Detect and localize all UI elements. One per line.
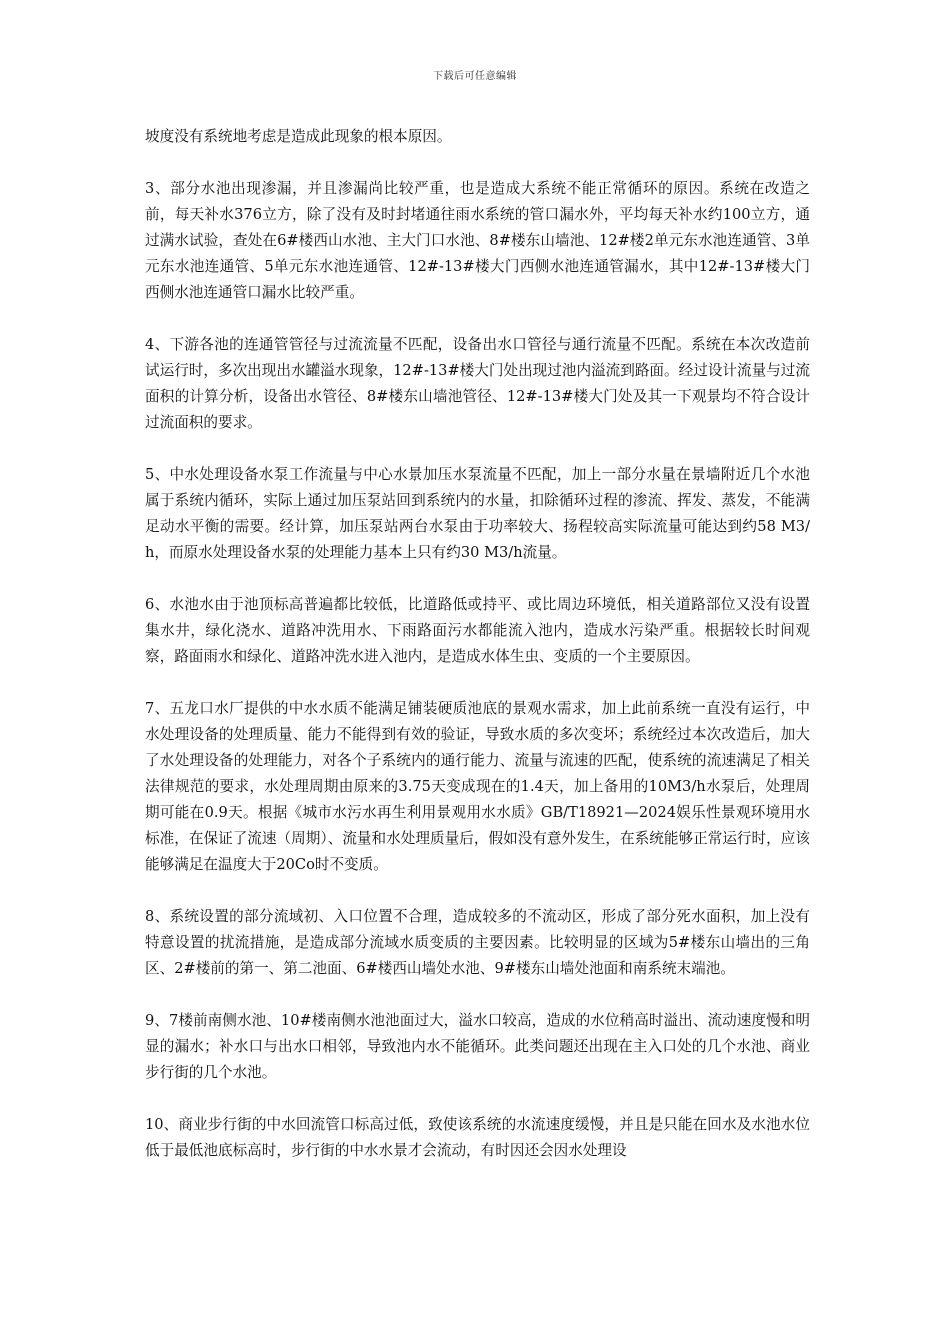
paragraph-item-5: 5、中水处理设备水泵工作流量与中心水景加压水泵流量不匹配，加上一部分水量在景墙附近几个水池属于系统内循环，实际上通过加压泵站回到系统内的水量，扣除循环过程的渗流、挥发、蒸发，不能满足动水平衡的需要。经计算，加压泵站两台水泵由于功率较大、扬程较高实际流量可能达到约58 M3/h，而原水处理设备水泵的处理能力基本上只有约30 M3/h流量。 [145, 466, 810, 561]
document-body [145, 124, 810, 1190]
paragraph-item-9: 9、7楼前南侧水池、10#楼南侧水池池面过大，溢水口较高，造成的水位稍高时溢出、流动速度慢和明显的漏水；补水口与出水口相邻，导致池内水不能循环。此类问题还出现在主入口处的几个水池、商业步行街的几个水池。 [145, 1012, 810, 1081]
paragraph-1: 坡度没有系统地考虑是造成此现象的根本原因。 [145, 128, 452, 145]
paragraph-item-10: 10、商业步行街的中水回流管口标高过低，致使该系统的水流速度缓慢，并且是只能在回水及水池水位低于最低池底标高时，步行街的中水水景才会流动，有时因还会因水处理设 [145, 1116, 810, 1159]
page-header: 下载后可任意编辑 [433, 71, 517, 82]
paragraph-item-7: 7、五龙口水厂提供的中水水质不能满足铺装硬质池底的景观水需求，加上此前系统一直没有运行，中水处理设备的处理质量、能力不能得到有效的验证，导致水质的多次变坏；系统经过本次改造后，加大了水处理设备的处理能力，对各个子系统内的通行能力、流量与流速的匹配，使系统的流速满足了相关法律规范的要求，水处理周期由原来的3.75天变成现在的1.4天，加上备用的10M3/h水泵后，处理周期可能在0.9天。根据《城市水污水再生利用景观用水水质》GB/T18921—2024娱乐性景观环境用水标准，在保证了流速（周期）、流量和水处理质量后，假如没有意外发生，在系统能够正常运行时，应该能够满足在温度大于20Co时不变质。 [145, 700, 810, 873]
paragraph-item-3: 3、部分水池出现渗漏，并且渗漏尚比较严重，也是造成大系统不能正常循环的原因。系统在改造之前，每天补水376立方，除了没有及时封堵通往雨水系统的管口漏水外，平均每天补水约100立方，通过满水试验，查处在6#楼西山水池、主大门口水池、8#楼东山墙池、12#楼2单元东水池连通管、3单元东水池连通管、5单元东水池连通管、12#-13#楼大门西侧水池连通管漏水，其中12#-13#楼大门西侧水池连通管口漏水比较严重。 [145, 180, 810, 301]
paragraph-item-8: 8、系统设置的部分流域初、入口位置不合理，造成较多的不流动区，形成了部分死水面积，加上没有特意设置的扰流措施，是造成部分流域水质变质的主要因素。比较明显的区域为5#楼东山墙出的三角区、2#楼前的第一、第二池面、6#楼西山墙处水池、9#楼东山墙处池面和南系统末端池。 [145, 908, 810, 977]
paragraph-item-4: 4、下游各池的连通管管径与过流流量不匹配，设备出水口管径与通行流量不匹配。系统在本次改造前试运行时，多次出现出水罐溢水现象，12#-13#楼大门处出现过池内溢流到路面。经过设计流量与过流面积的计算分析，设备出水管径、8#楼东山墙池管径、12#-13#楼大门处及其一下观景均不符合设计过流面积的要求。 [145, 336, 810, 431]
paragraph-item-6: 6、水池水由于池顶标高普遍都比较低，比道路低或持平、或比周边环境低，相关道路部位又没有设置集水井，绿化浇水、道路冲洗用水、下雨路面污水都能流入池内，造成水污染严重。根据较长时间观察，路面雨水和绿化、道路冲洗水进入池内，是造成水体生虫、变质的一个主要原因。 [145, 596, 810, 665]
